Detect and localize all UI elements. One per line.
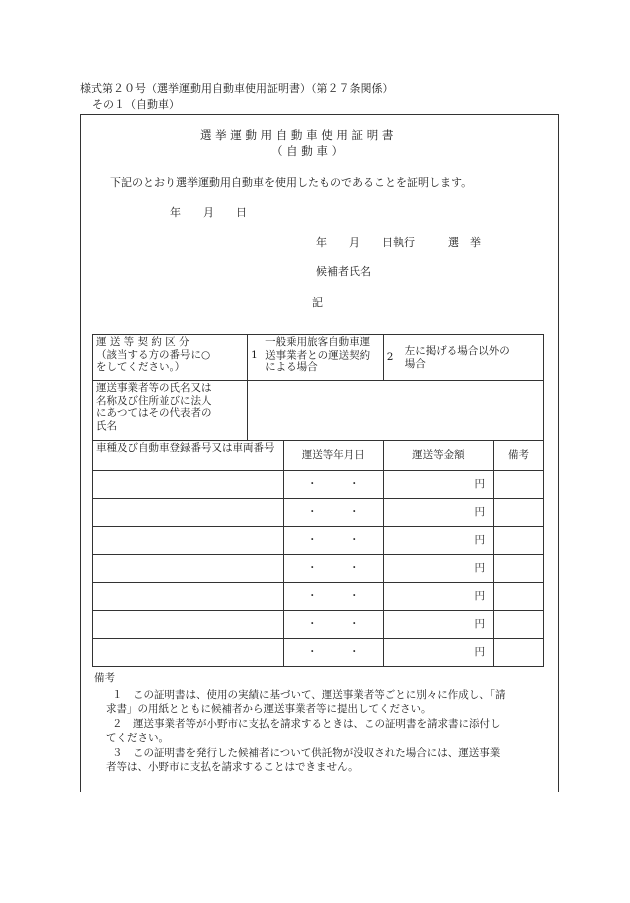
election-date: 年 月 日執行 選 挙: [316, 236, 481, 249]
transport-amount-cell[interactable]: 円: [383, 611, 493, 639]
remarks-cell[interactable]: [493, 499, 543, 527]
transport-amount-cell[interactable]: 円: [383, 583, 493, 611]
transport-date-cell[interactable]: ・ ・: [283, 527, 383, 555]
vehicle-number-cell[interactable]: [93, 639, 284, 667]
transport-date-cell[interactable]: ・ ・: [283, 611, 383, 639]
table-row: [93, 499, 544, 527]
transport-date-cell[interactable]: ・ ・: [283, 555, 383, 583]
remarks-cell[interactable]: [493, 639, 543, 667]
certificate-subtitle: （ 自 動 車 ）: [271, 144, 344, 158]
table-row: [93, 555, 544, 583]
table-row: [93, 527, 544, 555]
contract-option-2[interactable]: 2 左に掲げる場合以外の 場合: [383, 335, 543, 381]
note-1-line-2: 求書」の用紙とともに候補者から運送事業者等に提出してください。: [106, 703, 432, 715]
operator-name-field[interactable]: [248, 381, 544, 441]
vehicle-number-cell[interactable]: [93, 611, 284, 639]
col-vehicle-header: 車種及び自動車登録番号又は車両番号: [93, 441, 284, 471]
remarks-cell[interactable]: [493, 583, 543, 611]
note-2-line-1: ２ 運送事業者等が小野市に支払を請求するときは、この証明書を請求書に添付し: [112, 718, 501, 730]
vehicle-number-cell[interactable]: [93, 555, 284, 583]
note-3-line-2: 者等は、小野市に支払を請求することはできません。: [106, 761, 359, 773]
issue-date: 年 月 日: [170, 206, 247, 219]
frame-top-border: [80, 114, 558, 115]
operator-row: [93, 381, 544, 441]
transport-date-cell[interactable]: ・ ・: [283, 471, 383, 499]
transport-date-cell[interactable]: ・ ・: [283, 639, 383, 667]
form-subtype: その１（自動車）: [92, 98, 180, 111]
transport-date-cell[interactable]: ・ ・: [283, 499, 383, 527]
contract-type-label: 運 送 等 契 約 区 分 （該当する方の番号に○ をしてください。）: [93, 335, 248, 381]
table-row: [93, 611, 544, 639]
col-remarks-header: 備考: [493, 441, 543, 471]
form-number: 様式第２０号（選挙運動用自動車使用証明書）（第２７条関係）: [80, 82, 394, 95]
contract-row: [93, 335, 544, 381]
column-header-row: [93, 441, 544, 471]
vehicle-number-cell[interactable]: [93, 471, 284, 499]
vehicle-number-cell[interactable]: [93, 583, 284, 611]
frame-left-border: [80, 114, 81, 792]
transport-amount-cell[interactable]: 円: [383, 499, 493, 527]
vehicle-number-cell[interactable]: [93, 499, 284, 527]
operator-name-label: 運送事業者等の氏名又は 名称及び住所並びに法人 にあつてはその代表者の 氏名: [93, 381, 248, 441]
transport-amount-cell[interactable]: 円: [383, 471, 493, 499]
transport-amount-cell[interactable]: 円: [383, 639, 493, 667]
remarks-cell[interactable]: [493, 527, 543, 555]
certificate-title: 選 挙 運 動 用 自 動 車 使 用 証 明 書: [200, 128, 394, 142]
remarks-cell[interactable]: [493, 555, 543, 583]
note-1-line-1: １ この証明書は、使用の実績に基づいて、運送事業者等ごとに別々に作成し、「請: [112, 689, 506, 701]
transport-amount-cell[interactable]: 円: [383, 527, 493, 555]
table-row: [93, 583, 544, 611]
usage-table: [92, 334, 544, 667]
table-row: [93, 471, 544, 499]
note-3-line-1: ３ この証明書を発行した候補者について供託物が没収された場合には、運送事業: [112, 747, 501, 759]
col-amount-header: 運送等金額: [383, 441, 493, 471]
contract-option-1[interactable]: 一般乗用旅客自動車運 1 送事業者との運送契約 による場合: [248, 335, 384, 381]
remarks-cell[interactable]: [493, 471, 543, 499]
remarks-cell[interactable]: [493, 611, 543, 639]
transport-date-cell[interactable]: ・ ・: [283, 583, 383, 611]
certificate-statement: 下記のとおり選挙運動用自動車を使用したものであることを証明します。: [110, 176, 473, 189]
ki-label: 記: [312, 296, 323, 309]
candidate-name-label: 候補者氏名: [316, 265, 371, 278]
vehicle-number-cell[interactable]: [93, 527, 284, 555]
notes-heading: 備考: [94, 672, 115, 684]
col-date-header: 運送等年月日: [283, 441, 383, 471]
table-row: [93, 639, 544, 667]
note-2-line-2: てください。: [106, 732, 169, 744]
transport-amount-cell[interactable]: 円: [383, 555, 493, 583]
frame-right-border: [558, 114, 559, 792]
